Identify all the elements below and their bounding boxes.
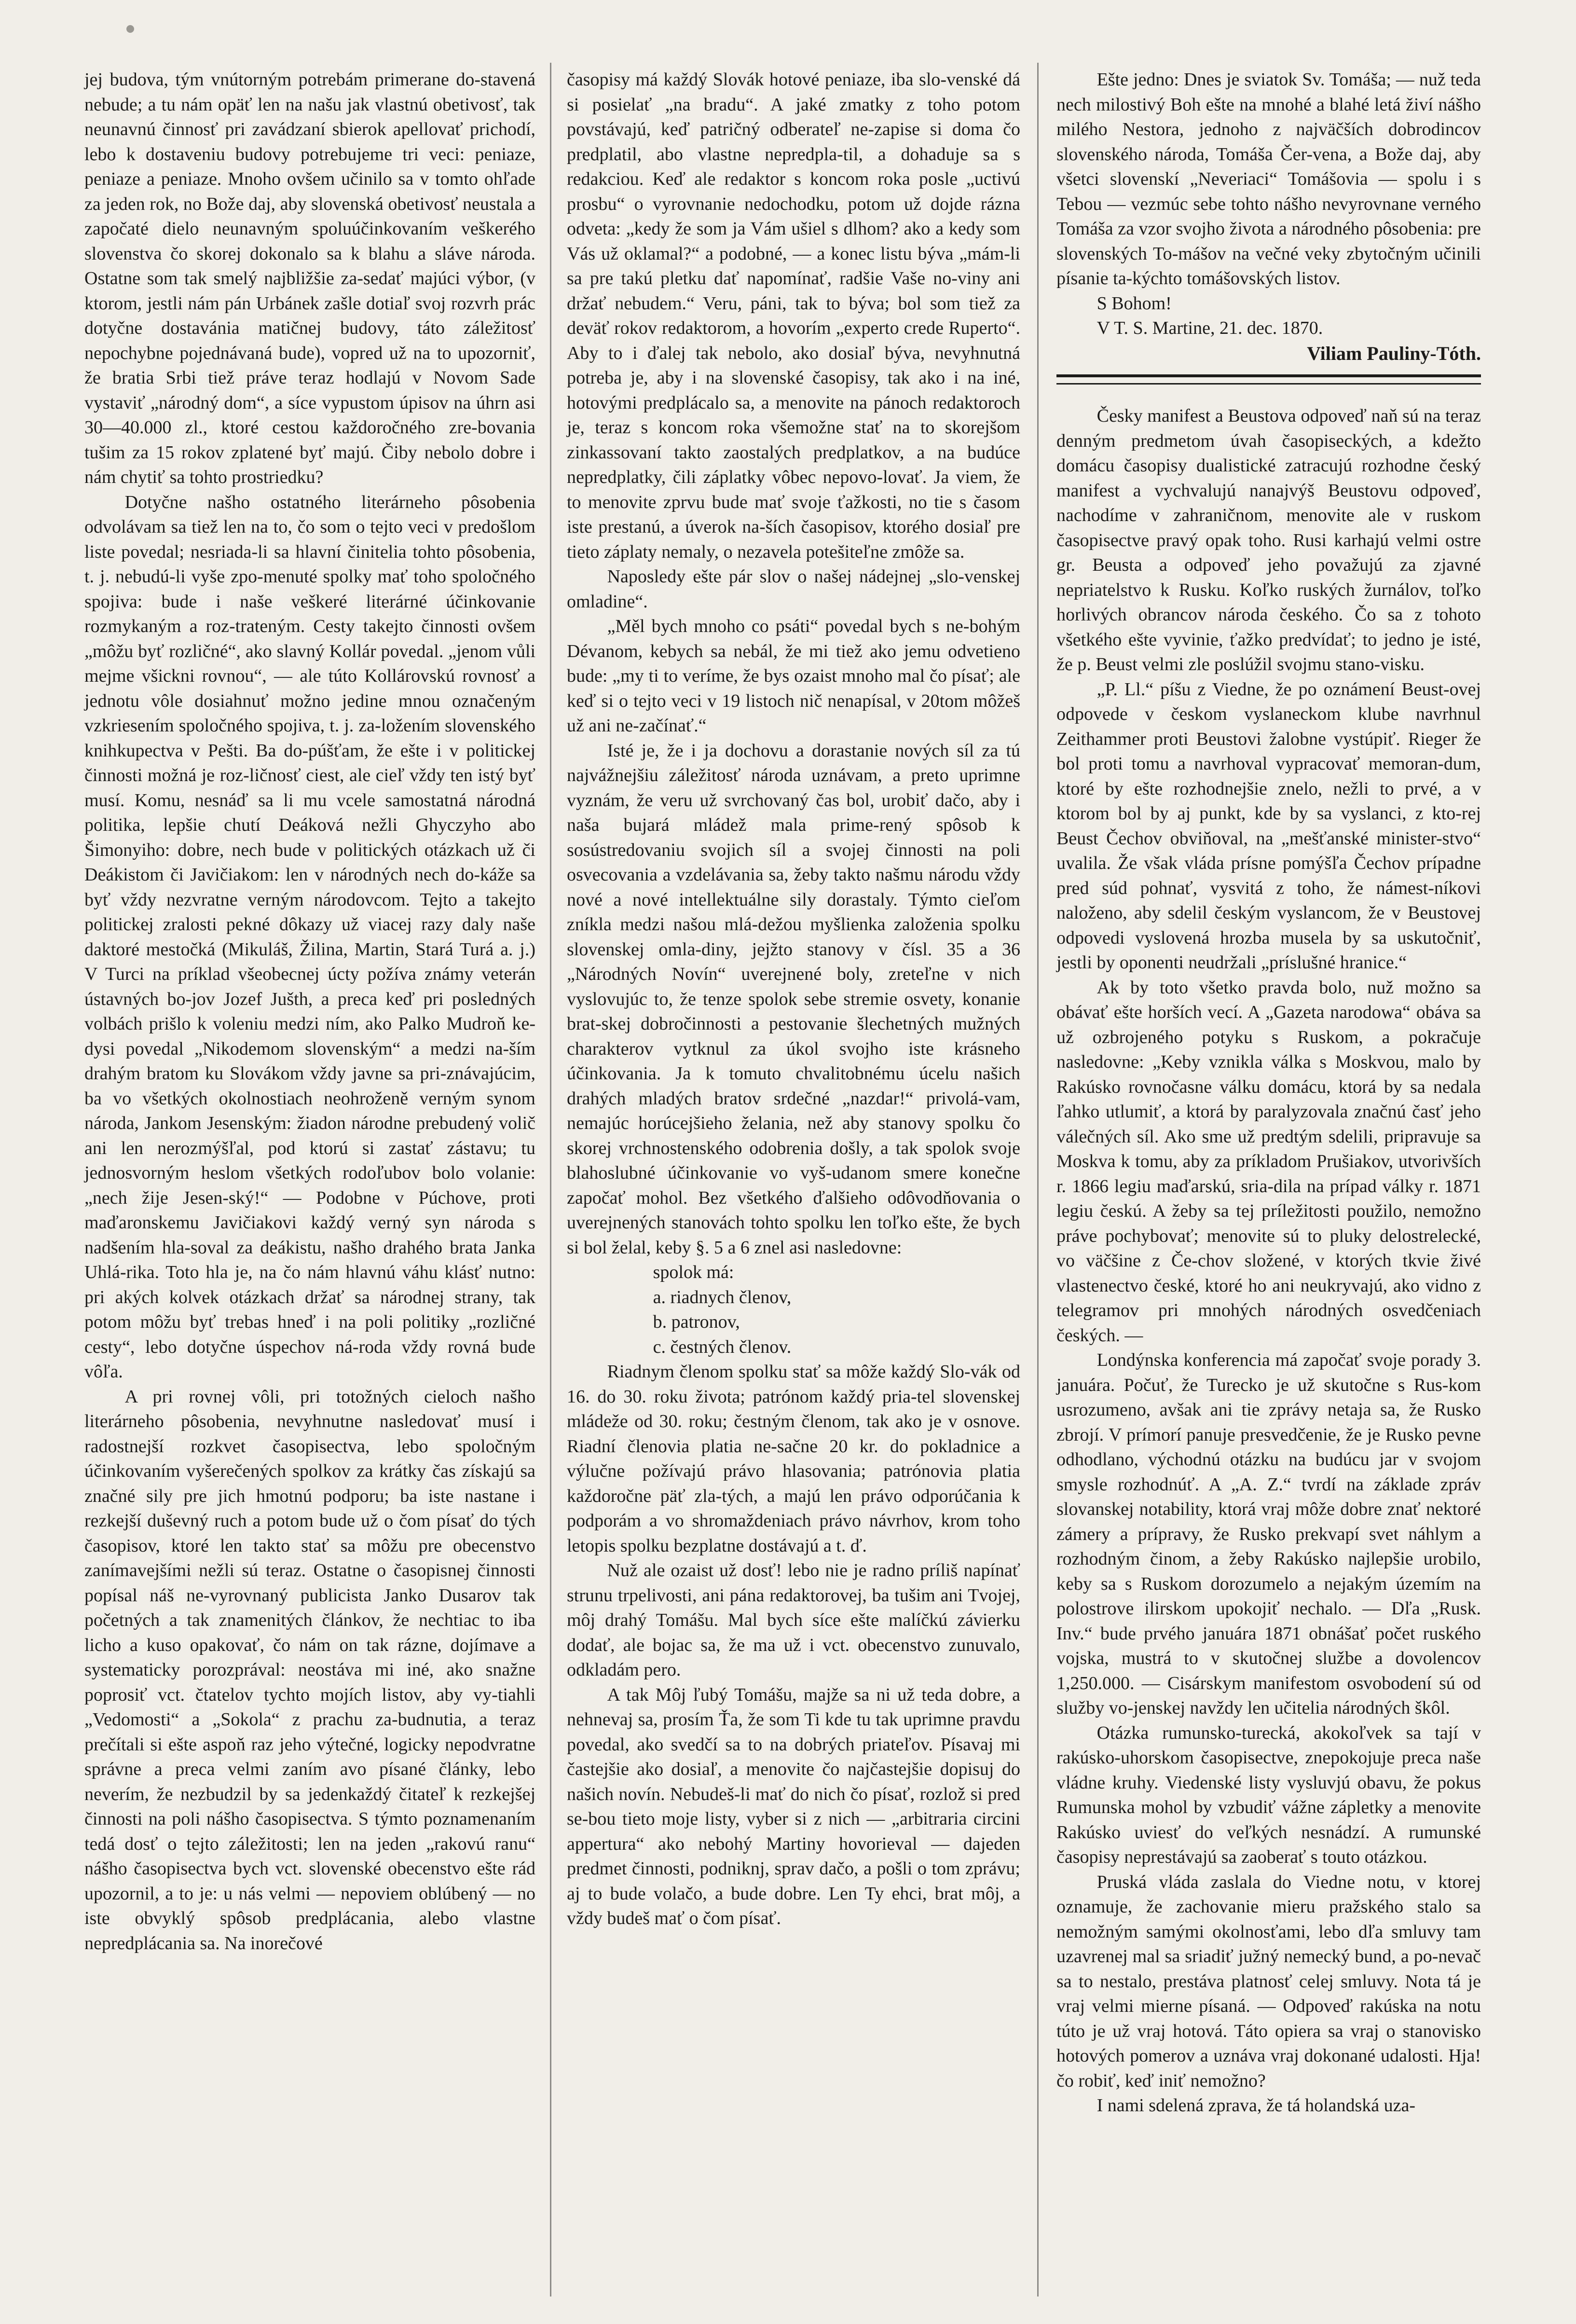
paragraph: Ešte jedno: Dnes je sviatok Sv. Tomáša; — nuž teda nech milostivý Boh ešte na mnohé a blahé letá živí nášho milého Nestora, jednoho z najväčších dobrodincov slovenského národa, Tomáša Čer-vena, a Bože daj, aby všetci slovenskí „Neveriaci“ Tomášovia — spolu i s Tebou — vezmúc sebe tohto nášho nevyrovnane verného Tomáša za vzor svojho života a národného pôsobenia: pre slovenských To-mášov na večné veky zbytočným učinili písanie ta-kýchto tomášovských listov.	[1056, 69, 1481, 289]
paragraph: Londýnska konferencia má započať svoje porady 3. januára. Počuť, že Turecko je už skutočne s Rus-kom usrozumeno, avšak ani tie zprávy netaja sa, že Rusko zbrojí. V prímorí panuje presvedčenie, že je Rusko pevne odhodlano, východnú otázku na budúcu jar v svojom smysle rozhodnúť. A „A. Z.“ tvrdí na základe zpráv slovanskej notability, ktorá vraj môže dobre znať nektoré zámery a prípravy, že Rusko prekvapí svet náhlym a rozhodným činom, a žeby Rakúsko najlepšie urobilo, keby sa s Ruskom dorozumelo a nejakým územím na polostrove ilirskom upokojiť nechalo. — Dľa „Rusk. Inv.“ bude prvého januára 1871 obnášať počet ruského vojska, mustrá to v skutočnej službe a dovolencov 1,250.000. — Cisárskym manifestom osvobodení sú od služby vo-jenskej navždy len učitelia národných škôl.	[1056, 1350, 1481, 1718]
paragraph: Riadnym členom spolku stať sa môže každý Slo-vák od 16. do 30. roku života; patrónom každý pria-tel slovenskej mládeže od 30. roku; čestným členom, tak ako je v osnove. Riadní členovia platia ne-sačne 20 kr. do pokladnice a výlučne požívajú právo hlasovania; patrónovia platia každoročne päť zla-tých, a majú len právo odporúčania k podporám a vo shromaždeniach právo návrhov, krom toho letopis spolku bezplatne dostávajú a t. ď.	[567, 1361, 1020, 1556]
column-2	[567, 68, 1020, 1931]
column-rule-right	[1037, 63, 1039, 2296]
paragraph: Otázka rumunsko-turecká, akokoľvek sa tají v rakúsko-uhorskom časopisectve, znepokojuje preca naše vládne kruhy. Viedenské listy vysluvjú obavu, že pokus Rumunska mohol by vzbudiť vážne zápletky a menovite Rakúsko uviesť do veľkých nesnádzí. A rumunské časopisy neprestávajú sa zaoberať s touto otázkou.	[1056, 1722, 1481, 1867]
column-1	[84, 68, 535, 1956]
column-rule-left	[550, 63, 551, 2296]
list-heading: spolok má:	[653, 1262, 734, 1282]
paragraph: A pri rovnej vôli, pri totožných cieloch našho literárneho pôsobenia, nevyhnutne nasledovať musí i radostnejší rozkvet časopisectva, lebo spoločným účinkovaním vyšerečených spolkov za krátky čas získajú sa značné sily pre jich hmotnú podporu; ba iste nastane i rezkejší duševný ruch a potom bude už o čom písať do tých časopisov, ktoré len takto stať sa môžu pre obecenstvo zanímavejšími nežli sú teraz. Ostatne o časopisnej činnosti popísal náš ne-vyrovnaný publicista Janko Dusarov tak početných a tak znamenitých článkov, že nechtiac to iba licho a kuso opakovať, čo nám on tak rázne, dojímave a systematicky porozprával: neostáva mi iné, ako snažne poprosiť vct. čtatelov tychto mojích listov, aby vy-tiahli „Vedomosti“ a „Sokola“ z prachu za-budnutia, a teraz prečítali si ešte aspoň raz jeho výtečné, logicky nepodvratne správne a preca velmi zaním avo písané články, lebo neverím, že nezbudzil by sa jedenkaždý čitateľ k rezkejšej činnosti na poli nášho časopisectva. S týmto poznamenaním tedá dosť o tejto záležitosti; len na jeden „rakovú ranu“ nášho časopisectva bych vct. slovenské obecenstvo ešte rád upozornil, a to je: u nás velmi — nepoviem oblúbený — no iste obvyklý spôsob predplácania, alebo vlastne nepredplácania sa. Na inorečové	[84, 1386, 535, 1953]
list-item: b. patronov,	[653, 1312, 740, 1332]
paragraph: Pruská vláda zaslala do Viedne notu, v ktorej oznamuje, že zachovanie mieru pražského stalo sa nemožným samými okolnosťami, lebo dľa smluvy tam uzavrenej mal sa sriadiť južný nemecký bund, a po-nevač sa to nestalo, prestáva platnosť celej smluvy. Nota tá je vraj velmi mierne písaná. — Odpoveď rakúska na notu túto je už vraj hotová. Táto opiera sa vraj o stanovisko hotových pomerov a uznáva vraj dokonané udalosti. Hja! čo robiť, keď iniť nemožno?	[1056, 1871, 1481, 2091]
paragraph: Ak by toto všetko pravda bolo, nuž možno sa obávať ešte horších vecí. A „Gazeta narodowa“ obáva sa už ozbrojeného potyku s Ruskom, a pokračuje nasledovne: „Keby vznikla válka s Moskvou, malo by Rakúsko rovnočasne válku domácu, ktorá by sa nedala ľahko utlumiť, a ktorá by paralyzovala značnú časť jeho válečných síl. Ako sme už predtým sdelili, pripravuje sa Moskva k tomu, aby za príkladom Prušiakov, utvorivších r. 1866 legiu maďarskú, sria-dila na prípad války r. 1871 legiu českú. A žeby sa tej príležitosti použilo, nemožno práve pochybovať; menovite sú to pluky delostrelecké, vo väčšine z Če-chov složené, v ktorých tkvie živé vlastenectvo české, ktoré ho ani neukryvajú, ako vidno z telegramov pri mnohých národných osvedčeniach českých. —	[1056, 977, 1481, 1346]
list-item: a. riadnych členov,	[653, 1287, 792, 1307]
paragraph: I nami sdelená zprava, že tá holandská uza-	[1096, 2095, 1416, 2116]
paragraph: Dotyčne našho ostatného literárneho pôsobenia odvolávam sa tiež len na to, čo som o tejto veci v predošlom liste povedal; nesriada-li sa hlavní činitelia tohto pôsobenia, t. j. nebudú-li vyše zpo-menuté spolky mať toho spoločného spojiva: bude i naše veškeré literárné účinkovanie rozmykaným a roz-trateným. Cesty takejto činnosti ovšem „môžu byť rozličné“, ako slavný Kollár povedal. „jenom vůli mejme všickni rovnou“, — ale túto Kollárovskú rovnosť a jednotu vôle dosiahnuť možno jedine mnou označeným vzkriesením spoločného spojiva, t. j. za-ložením slovenského knihkupectva v Pešti. Ba do-púšťam, že ešte i v politickej činnosti možná je roz-ličnosť ciest, ale cieľ vždy ten istý byť musí. Komu, nesnáď sa li mu vcele samostatná národná politika, lepšie chutí Deáková nežli Ghyczyho abo Šimonyiho: dobre, nech bude v politických otázkach už či Deákistom či Javičiakom: len v národných nech do-káže sa byť vždy nezvratne verným národovcom. Tejto a takejto politickej zralosti pekné dôkazy už viacej razy daly naše daktoré mestočká (Mikuláš, Žilina, Martin, Stará Turá a. j.) V Turci na príklad všeobecnej úcty požíva známy veterán ústavných bo-jov Jozef Jušth, a preca keď pri posledných volbách prišlo k voleniu medzi ním, ako Palko Mudroň ke-dysi povedal „Nikodemom slovenským“ a medzi na-ším drahým bratom ku Slovákom vždy javne sa pri-znávajúcim, ba vo všetkých okolnostiach neohroženě verným synom národa, Jankom Jesenským: žiadon národne prebudený volič ani len nerozmýšľal, pod ktorú si zastať zástavu; tu jednosvorným heslom všetkých rodoľubov bolo volanie: „nech žije Jesen-ský!“ — Podobne v Púchove, proti maďaronskemu Javičiakovi každý verný syn národa s nadšením hla-soval za deákistu, našho drahého brata Janka Uhlá-rika. Toto hla je, na čo nám hlavnú váhu klásť nutno: pri akých kolvek otázkach držať sa národnej strany, tak potom môžu byť trebas hneď i na poli politiky „rozličné cesty“, lebo dotyčne úspechov ná-roda vždy rovná bude vôľa.	[84, 492, 535, 1382]
paragraph: Česky manifest a Beustova odpoveď naň sú na teraz denným predmetom úvah časopiseckých, a kdežto domácu časopisy dualistické zatracujú rozhodne český manifest a vychvalujú nanajvýš Beustovu odpoveď, nachodíme v zahraničnom, menovite ale v ruskom časopisectve pravý opak toho. Rusi karhajú velmi ostre gr. Beusta a odpoveď jeho považujú za zjavné nepriatelstvo k Rusku. Koľko ruských žurnálov, toľko horlivých obrancov národa českého. Čo sa z tohoto všetkého ešte vyvinie, ťažko predvídať; to jedno je isté, že p. Beust velmi zle poslúžil svojmu stano-visku.	[1056, 406, 1481, 674]
letter-date: V T. S. Martine, 21. dec. 1870.	[1096, 318, 1323, 338]
paragraph: jej budova, tým vnútorným potrebám primerane do-stavená nebude; a tu nám opäť len na našu jak vlastnú obetivosť, tak neunavnú činnosť pri zavádzaní sbierok apellovať prichodí, lebo k dostaveniu budovy potrebujeme tri veci: peniaze, peniaze a peniaze. Mnoho ovšem učinilo sa v tomto ohľade za jeden rok, no Bože daj, aby slovenská obetivosť neustala a započaté dielo neunavným spoluúčinkovaním veškerého slovenstva čo skorej dokonalo sa k blahu a sláve národa. Ostatne som tak smelý najbližšie za-sedať majúci výbor, (v ktorom, jestli nám pán Urbánek zašle dotiaľ svoj rozvrh prác dotyčne dostavánia matičnej budovy, táto záležitosť nepochybne pojednávaná bude), vopred už na to upozorniť, že bratia Srbi tiež práve teraz hodlajú v Novom Sade vystaviť „národný dom“, a síce vypustom úpisov na úhrn asi 30—40.000 zl., ktoré cestou každoročného zre-bovania tušim za 15 rokov zplatené byť majú. Čiby nebolo dobre i nám chytiť sa tohto prostriedku?	[84, 69, 535, 487]
print-mark	[126, 25, 134, 33]
letter-closing: S Bohom!	[1096, 293, 1172, 314]
paragraph: Naposledy ešte pár slov o našej nádejnej „slo-venskej omladine“.	[567, 566, 1020, 612]
section-divider	[1056, 374, 1481, 385]
paragraph: „P. Ll.“ píšu z Viedne, že po oznámení Beust-ovej odpovede v českom vyslaneckom klube navrhnul Zeithammer proti Beustovi žalobne vystúpiť. Rieger že bol proti tomu a navrhoval vypracovať memoran-dum, ktoré by ešte rozhodnejšie znelo, nežli to prvé, a v ktorom bol by aj punkt, kde by sa vyslanci, z kto-rej Beust Čechov obviňoval, na „mešťanské minister-stvo“ uvalila. Že však vláda prísne pomýšľa Čechov prípadne pred súd pohnať, vysvitá z toho, že námest-níkovi naloženo, aby sdelil českým vyslancom, že v Beustovej odpovedi vyslovená hrozba musela by sa uskutočniť, jestli by oponenti neudržali „príslušné hranice.“	[1056, 679, 1481, 973]
letter-signature: Viliam Pauliny-Tóth.	[1307, 342, 1481, 364]
paragraph: Isté je, že i ja dochovu a dorastanie nových síl za tú najvážnejšiu záležitosť národa uznávam, a preto uprimne vyznám, že veru už svrchovaný čas bol, urobiť dačo, aby i naša bujará mládež mala prime-rený spôsob k sosústredovaniu svojich síl a svojej činnosti na poli osvecovania a vzdelávania sa, žeby takto našmu národu vždy nové a nové intellektuálne sily dorastaly. Týmto cieľom zníkla medzi našou mlá-dežou myšlienka založenia spolku slovenskej omla-diny, jejžto stanovy v čísl. 35 a 36 „Národných Novín“ uverejnené boly, zreteľne v nich vyslovujúc to, že tenze spolok sebe stremie osvety, konanie brat-skej dobročinnosti a pestovanie šlechetných mužných charakterov vytknul za úkol svojho iste krásneho účinkovania. Ja k tomuto chvalitobnému úcelu našich drahých mladých bratov srdečné „nazdar!“ privolá-vam, nemajúc horúcejšieho želania, než aby stanovy spolku čo skorej vrchnostenského odobrenia došly, a tak spolok svoje blahoslubné účinkovanie vo vyš-udanom smere konečne započať mohol. Bez všetkého ďalšieho odôvodňovania o uverejnených stanovách tohto spolku len toľko ešte, že bych si bol želal, keby §. 5 a 6 znel asi nasledovne:	[567, 740, 1020, 1258]
paragraph: časopisy má každý Slovák hotové peniaze, iba slo-venské dá si posielať „na bradu“. A jaké zmatky z toho potom povstávajú, keď patričný odberateľ ne-zapise si doma čo predplatil, abo vlastne nepredpla-til, a dohaduje sa s redakciou. Keď ale redaktor s koncom roka posle „uctivú prosbu“ o vyrovnanie nedochodku, potom už dojde rázna odveta: „kedy že som ja Vám ušiel s dlhom? ako a kedy som Vás už oklamal?“ a podobné, — a konec listu býva „mám-li sa pre takú pletku dať napomínať, radšie Vaše no-viny ani držať nebudem.“ Veru, páni, tak to býva; bol som tiež za deväť rokov redaktorom, a hovorím „experto crede Ruperto“. Aby to i ďalej tak nebolo, ako dosiaľ býva, nevyhnutná potreba je, aby i na slovenské časopisy, tak ako i na iné, hotovými predplácalo sa, a menovite na pánoch redaktoroch je, teraz s koncom roka všemožne stať na to skorejšom zinkassovaní takto zaostalých predplatkov, a na budúce nepredplatky, čili záplatky vôbec nepovo-lovať. Ja viem, že to menovite zprvu bude mať svoje ťažkosti, no tie s časom iste prestanú, a úverok na-ších časopisov, ktorého dosiaľ pre tieto záplaty nemaly, o nezavela potešiteľne zmôže sa.	[567, 69, 1020, 562]
paragraph: A tak Môj ľubý Tomášu, majže sa ni už teda dobre, a nehnevaj sa, prosím Ťa, že som Ti kde tu tak uprimne pravdu povedal, ako svedčí sa to na dobrých priateľov. Písavaj mi častejšie ako dosiaľ, a menovite čo najčastejšie dopisuj do našich novín. Nebudeš-li mať do nich čo písať, rozlož si pred se-bou tieto moje listy, vyber si z nich — „arbitraria circini appertura“ ako nebohý Martiny hovorieval — dajeden predmet činnosti, podniknj, sprav dačo, a pošli o tom zprávu; aj to bude volačo, a bude dobre. Len Ty ehci, brat môj, a vždy budeš mať o čom písať.	[567, 1684, 1020, 1928]
paragraph: Nuž ale ozaist už dosť! lebo nie je radno príliš napínať strunu trpelivosti, ani pána redaktorovej, ba tušim ani Tvojej, môj drahý Tomášu. Mal bych síce ešte malíčkú závierku dodať, ale bojac sa, že ma už i vct. obecenstvo zunuvalo, odkladám pero.	[567, 1560, 1020, 1680]
column-3	[1056, 68, 1481, 2118]
list-item: c. čestných členov.	[653, 1336, 792, 1357]
paragraph: „Měl bych mnoho co psáti“ povedal bych s ne-bohým Dévanom, kebych sa nebál, že mi tiež ako jemu odvetieno bude: „my ti to veríme, že bys ozaist mnoho mal čo písať; ale keď si o tejto veci v 19 listoch nič nenapísal, v 20tom môžeš už ani ne-začínať.“	[567, 616, 1020, 736]
